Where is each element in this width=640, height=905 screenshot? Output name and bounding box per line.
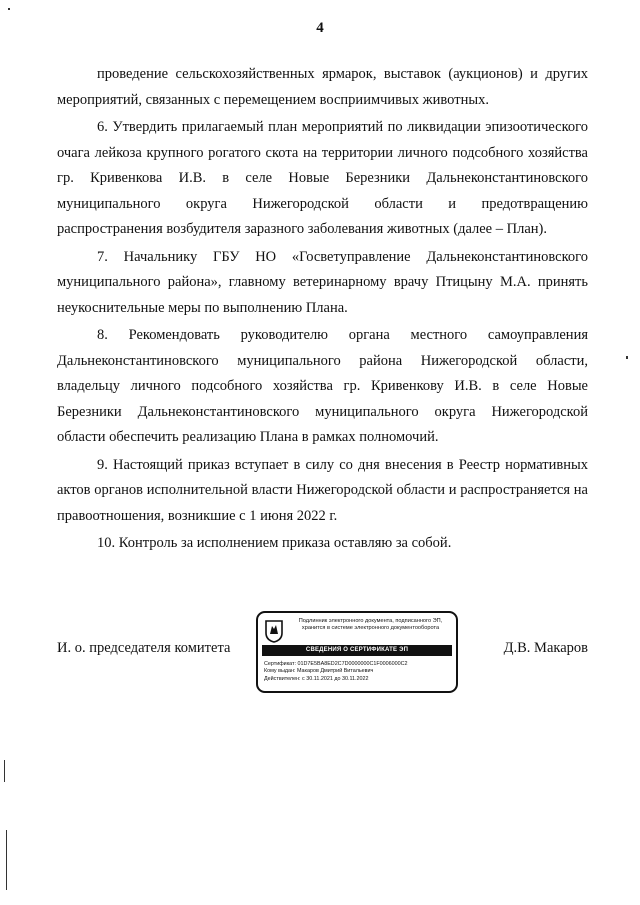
signatory-role: И. о. председателя комитета <box>57 640 231 656</box>
stamp-header-line: хранится в системе электронного документооборота <box>301 625 440 631</box>
scan-mark <box>626 356 628 359</box>
valid-label: Действителен: <box>264 675 301 682</box>
stamp-title-bar: СВЕДЕНИЯ О СЕРТИФИКАТЕ ЭП <box>262 645 452 656</box>
coat-of-arms-icon <box>264 619 284 643</box>
paragraph-10: 10. Контроль за исполнением приказа оставляю за собой. <box>97 535 452 551</box>
valid-row <box>264 676 452 683</box>
stamp-header <box>288 618 453 632</box>
page-number: 4 <box>316 20 324 36</box>
e-signature-stamp <box>256 611 458 693</box>
paragraph-7: 7. Начальнику ГБУ НО «Госветуправление Дальнеконстантиновского муниципального района», главному ветеринарному врачу Птицыну М.А. принять неукоснительные меры по выполнению Плана. <box>57 248 588 316</box>
scan-mark <box>8 8 10 10</box>
document-body <box>57 62 588 557</box>
paragraph-6: 6. Утвердить прилагаемый план мероприятий по ликвидации эпизоотического очага лейкоза крупного рогатого скота на территории личного подсобного хозяйства гр. Кривенкова И.В. в селе Новые Березники Дальнеконстантиновского муниципального округа Нижегородской области и предотвращению распространения возбудителя заразного заболевания животных (далее – План). <box>57 119 588 237</box>
stamp-details <box>264 661 452 683</box>
scan-mark <box>6 830 7 890</box>
valid-value: с 30.11.2021 до 30.11.2022 <box>302 675 369 682</box>
paragraph-9: 9. Настоящий приказ вступает в силу со дня внесения в Реестр нормативных актов органов исполнительной власти Нижегородской области и распространяется на правоотношения, возникшие с 1 июня 2022 г. <box>57 456 588 524</box>
stamp-header-line: Подлинник электронного документа, подписанного ЭП, <box>298 618 443 624</box>
paragraph-8: 8. Рекомендовать руководителю органа местного самоуправления Дальнеконстантиновского муниципального района Нижегородской области, владельцу личного подсобного хозяйства гр. Кривенкову И.В. в селе Новые Березники Дальнеконстантиновского муниципального округа Нижегородской области обеспечить реализацию Плана в рамках полномочий. <box>57 327 588 445</box>
cert-label: Сертификат: <box>264 661 297 667</box>
paragraph-continuation: проведение сельскохозяйственных ярмарок, выставок (аукционов) и других мероприятий, связанных с перемещением восприимчивых животных. <box>57 66 588 108</box>
signatory-name: Д.В. Макаров <box>503 640 588 656</box>
issued-label: Кому выдан: <box>264 668 296 675</box>
scan-mark <box>4 760 5 782</box>
issued-value: Макаров Дмитрий Витальевич <box>296 668 374 675</box>
cert-value: 01D7E5BA8ED2C7D0000000C1F0006000C2 <box>297 661 408 667</box>
issued-row <box>264 668 452 675</box>
